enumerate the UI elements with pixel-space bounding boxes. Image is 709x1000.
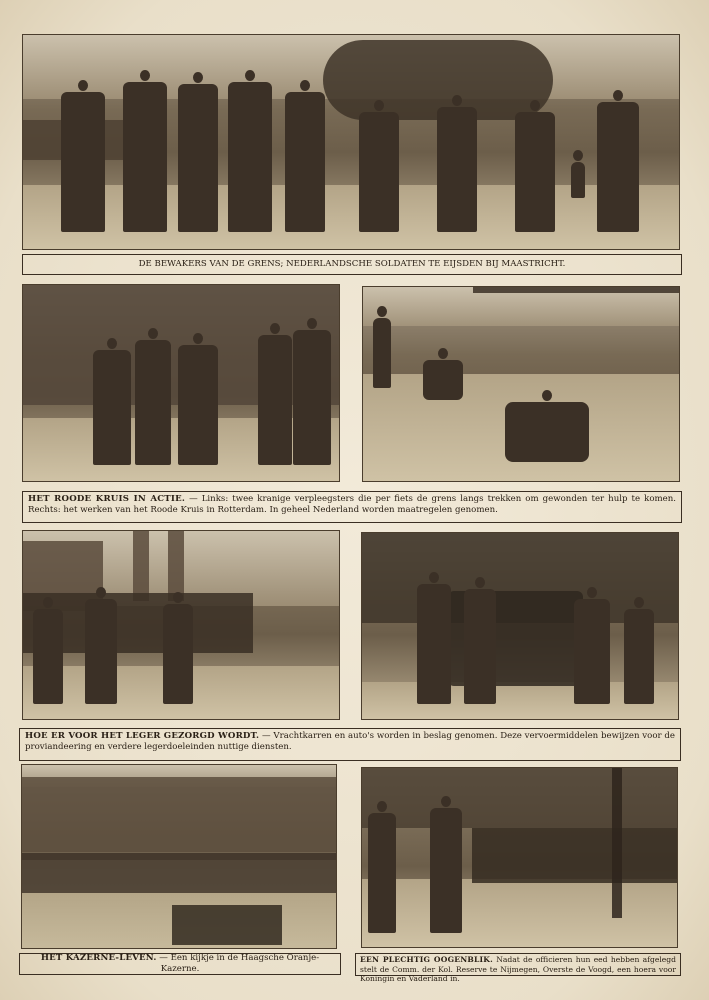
- photo-figure: [423, 360, 463, 400]
- photo-figure: [437, 107, 477, 232]
- photo-figure: [293, 330, 331, 465]
- photo-figure: [373, 318, 391, 388]
- photo-figure: [505, 402, 589, 462]
- photo-red-cross-rotterdam: [362, 286, 680, 482]
- photo-figure: [135, 340, 171, 465]
- photo-trees: [362, 768, 678, 828]
- photo-figure: [574, 599, 610, 704]
- caption-solemn: [355, 953, 681, 983]
- photo-figure: [430, 808, 462, 933]
- photo-figure: [228, 82, 272, 232]
- photo-barracks-building: [22, 777, 337, 852]
- caption-top: [22, 254, 682, 275]
- photo-figure: [93, 350, 131, 465]
- photo-barracks: [21, 764, 337, 949]
- caption-army: [19, 728, 681, 761]
- photo-church-tower: [168, 531, 184, 601]
- photo-figure: [464, 589, 496, 704]
- photo-army-automobile: [361, 532, 679, 720]
- photo-wagon: [172, 905, 282, 945]
- photo-figure: [597, 102, 639, 232]
- caption-red-cross-body: — Links: twee kranige verpleegsters die per fiets de grens langs trekken om gewonden ter hulp te komen. Rechts: het werken van het Roode Kruis in Rotterdam. In geheel Nederland worden maatregelen genomen.: [28, 494, 676, 515]
- caption-barracks-lead: HET KAZERNE-LEVEN.: [40, 953, 157, 963]
- caption-solemn-body: Nadat de officieren hun eed hebben afgelegd stelt de Comm. der Kol. Reserve te Nijmegen, Overste de Voogd, een hoera voor Koningin en Vaderland in.: [360, 955, 676, 983]
- photo-nurses-bicycles: [22, 284, 340, 482]
- photo-crowd: [22, 853, 337, 893]
- photo-tree-trunk: [612, 768, 622, 918]
- caption-red-cross-lead: HET ROODE KRUIS IN ACTIE.: [28, 494, 186, 504]
- photo-figure: [515, 112, 555, 232]
- photo-figure: [624, 609, 654, 704]
- photo-figure: [163, 604, 193, 704]
- photo-figure: [85, 599, 117, 704]
- photo-ground: [362, 879, 677, 947]
- photo-troop-line: [472, 828, 678, 883]
- caption-army-lead: HOE ER VOOR HET LEGER GEZORGD WORDT.: [25, 731, 260, 741]
- photo-army-carts: [22, 530, 340, 720]
- photo-figure: [359, 112, 399, 232]
- photo-figure: [33, 609, 63, 704]
- photo-figure: [285, 92, 325, 232]
- photo-figure: [178, 84, 218, 232]
- photo-figure: [571, 162, 585, 198]
- photo-figure: [61, 92, 105, 232]
- photo-figure: [368, 813, 396, 933]
- photo-border-soldiers: [22, 34, 680, 250]
- caption-solemn-lead: EEN PLECHTIG OOGENBLIK.: [360, 955, 493, 964]
- photo-bridge-girder: [473, 287, 680, 403]
- photo-church-tower: [133, 531, 149, 601]
- photo-figure: [178, 345, 218, 465]
- photo-figure: [258, 335, 292, 465]
- caption-barracks: [19, 953, 341, 975]
- photo-figure: [123, 82, 167, 232]
- caption-barracks-body: — Een kijkje in de Haagsche Oranje-Kazerne.: [156, 953, 320, 974]
- caption-army-body: — Vrachtkarren en auto's worden in beslag genomen. Deze vervoermiddelen bewijzen voor de proviandeering en verdere legerdoeleinden nuttige diensten.: [25, 731, 675, 752]
- caption-top-lead: DE BEWAKERS VAN DE GRENS; NEDERLANDSCHE SOLDATEN TE EIJSDEN BIJ MAASTRICHT.: [138, 259, 566, 269]
- caption-red-cross: [22, 491, 682, 523]
- photo-solemn-moment: [361, 767, 678, 948]
- photo-figure: [417, 584, 451, 704]
